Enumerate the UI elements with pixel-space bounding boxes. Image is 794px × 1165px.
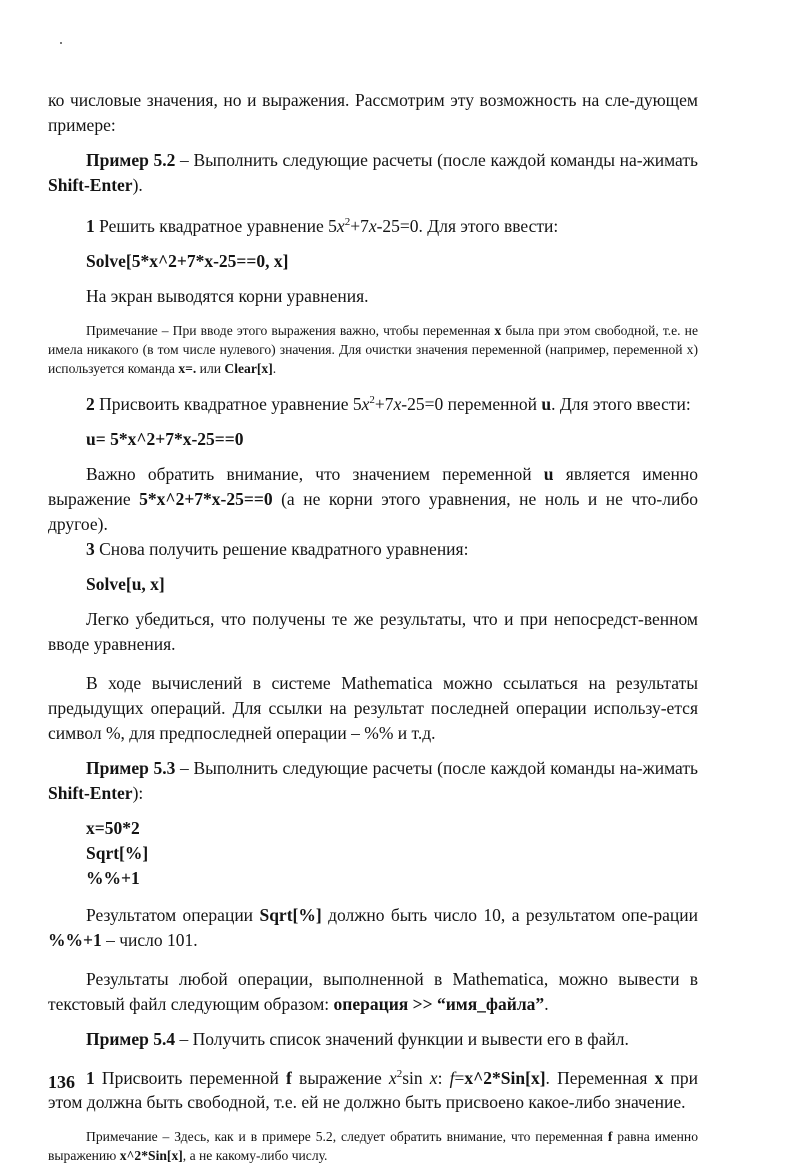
paragraph-text: . Для этого ввести: (551, 393, 691, 414)
paragraph-text: . Переменная (545, 1067, 655, 1088)
code-inline: операция >> “имя_файла” (333, 993, 545, 1014)
paragraph-file-output (48, 967, 698, 1017)
step-1-assign-f (48, 1062, 698, 1116)
code-inline: Clear[x] (224, 360, 273, 376)
code-block-5-3 (48, 816, 698, 891)
code-assign-u: u= 5*x^2+7*x-25==0 (86, 428, 244, 449)
code-line: x=50*2 (86, 817, 140, 838)
paragraph-text: – Выполнить следующие расчеты (после каждой команды на-жимать (175, 757, 698, 778)
math-var: u (543, 463, 554, 484)
math-var: x (393, 393, 402, 414)
note-f-expression (48, 1127, 698, 1165)
paragraph-text: ): (132, 782, 144, 803)
paragraph-sqrt-result (48, 903, 698, 953)
example-label: Пример 5.3 (86, 757, 176, 778)
paragraph-text: выражение (291, 1067, 389, 1088)
paragraph-text: Важно обратить внимание, что значением переменной (86, 463, 544, 484)
paragraph-references (48, 671, 698, 746)
step-number: 1 (86, 1067, 95, 1088)
paragraph-intro (48, 88, 698, 138)
paragraph-roots (48, 284, 698, 309)
math-var: x (654, 1067, 664, 1088)
math-var: x (494, 322, 502, 338)
key-name: Shift-Enter (48, 175, 133, 195)
code-line: %%+1 (86, 867, 140, 888)
code-line: Sqrt[%] (86, 842, 149, 863)
step-number: 3 (86, 538, 95, 559)
math-var: x (388, 1067, 397, 1088)
step-3-solve-again (48, 537, 698, 562)
paragraph-text: – число 101. (101, 929, 198, 950)
paragraph-text: должно быть число 10, а результатом опе-рации (321, 904, 698, 925)
math-var: x (368, 215, 377, 236)
example-label: Пример 5.4 (86, 1028, 176, 1049)
paragraph-text: ). (132, 175, 143, 195)
note-text: . (272, 360, 277, 376)
paragraph-text: +7 (350, 215, 369, 236)
paragraph-text: при этом должна быть свободной, т.е. ей не должно быть присвоено какое-либо значение. (48, 1067, 698, 1113)
math-exponent: 2 (344, 216, 351, 228)
note-text: Примечание – Здесь, как и в примере 5.2, следует обратить внимание, что переменная (86, 1129, 608, 1145)
math-exponent: 2 (369, 393, 375, 406)
math-var: x (336, 215, 345, 236)
paragraph-text: Результатом операции (86, 904, 260, 925)
code-inline: x^2*Sin[x] (464, 1067, 546, 1088)
paragraph-text: +7 (374, 393, 394, 414)
paragraph-text: . (544, 993, 549, 1014)
math-var: x (361, 393, 370, 414)
example-5-2-heading (48, 148, 698, 198)
paragraph-text: Решить квадратное уравнение 5 (94, 215, 337, 236)
paragraph-text: является именно выражение (48, 463, 698, 509)
math-exponent: 2 (396, 1067, 403, 1080)
paragraph-text: В ходе вычислений в системе Mathematica можно ссылаться на результаты предыдущих операций. Для ссылки на результат последней операции использу-ется символ %, для предпоследней операции – %% и т.д. (48, 672, 698, 743)
code-inline: x^2*Sin[x] (119, 1148, 183, 1164)
math-var: u (541, 393, 552, 414)
paragraph-text: (а не корни этого уравнения, не ноль и не что-либо другое). (48, 488, 698, 534)
paragraph-text: : (437, 1067, 450, 1088)
code-solve: Solve[5*x^2+7*x-25==0, x] (86, 250, 289, 271)
paragraph-text: Снова получить решение квадратного уравнения: (94, 538, 469, 559)
page-content (48, 88, 698, 1165)
paragraph-text: – Выполнить следующие расчеты (после каждой команды на-жимать (175, 150, 698, 170)
example-5-3-heading (48, 756, 698, 806)
paragraph-text: -25=0. Для этого ввести: (376, 215, 559, 236)
math-var: f (607, 1129, 613, 1145)
code-solve-u: Solve[u, x] (86, 573, 165, 594)
step-2-assign (48, 388, 698, 417)
example-label: Пример 5.2 (86, 150, 176, 170)
math-var: x (429, 1067, 438, 1088)
note-text: была при этом свободной, т.е. не имела никакого (в том числе нулевого) значения. Для очистки значения переменной (например, переменной x) используется команда (48, 322, 698, 376)
note-free-variable (48, 321, 698, 378)
paragraph-text: Присвоить переменной (94, 1067, 287, 1088)
paragraph-same-results (48, 607, 698, 657)
scan-speck (60, 42, 62, 44)
note-text: , а не какому-либо числу. (182, 1148, 328, 1164)
paragraph-text: sin (402, 1067, 430, 1088)
code-inline: %%+1 (48, 929, 102, 950)
paragraph-text: Легко убедиться, что получены те же результаты, что и при непосредст-венном вводе уравнения. (48, 608, 698, 654)
code-inline: x=. (178, 360, 197, 376)
example-5-4-heading (48, 1027, 698, 1052)
paragraph-text: ко числовые значения, но и выражения. Рассмотрим эту возможность на сле-дующем примере: (48, 90, 698, 135)
step-number: 2 (86, 393, 95, 414)
code-inline: Sqrt[%] (259, 904, 322, 925)
paragraph-text: – Получить список значений функции и вывести его в файл. (175, 1028, 629, 1049)
page-number: 136 (48, 1072, 75, 1092)
math-var: f (286, 1067, 292, 1088)
paragraph-important (48, 462, 698, 537)
paragraph-text: Результаты любой операции, выполненной в Mathematica, можно вывести в текстовый файл следующим образом: (48, 968, 698, 1014)
paragraph-text: = (454, 1067, 465, 1088)
paragraph-text: На экран выводятся корни уравнения. (86, 285, 369, 306)
paragraph-text: -25=0 переменной (401, 393, 542, 414)
note-text: равна именно выражению (48, 1129, 698, 1164)
note-text: Примечание – При вводе этого выражения важно, чтобы переменная (86, 322, 495, 338)
paragraph-text: Присвоить квадратное уравнение 5 (94, 393, 362, 414)
step-1-solve (48, 210, 698, 239)
note-text: или (196, 360, 225, 376)
step-number: 1 (86, 215, 95, 236)
key-name: Shift-Enter (48, 782, 133, 803)
math-var: f (449, 1067, 455, 1088)
code-inline: 5*x^2+7*x-25==0 (139, 488, 273, 509)
